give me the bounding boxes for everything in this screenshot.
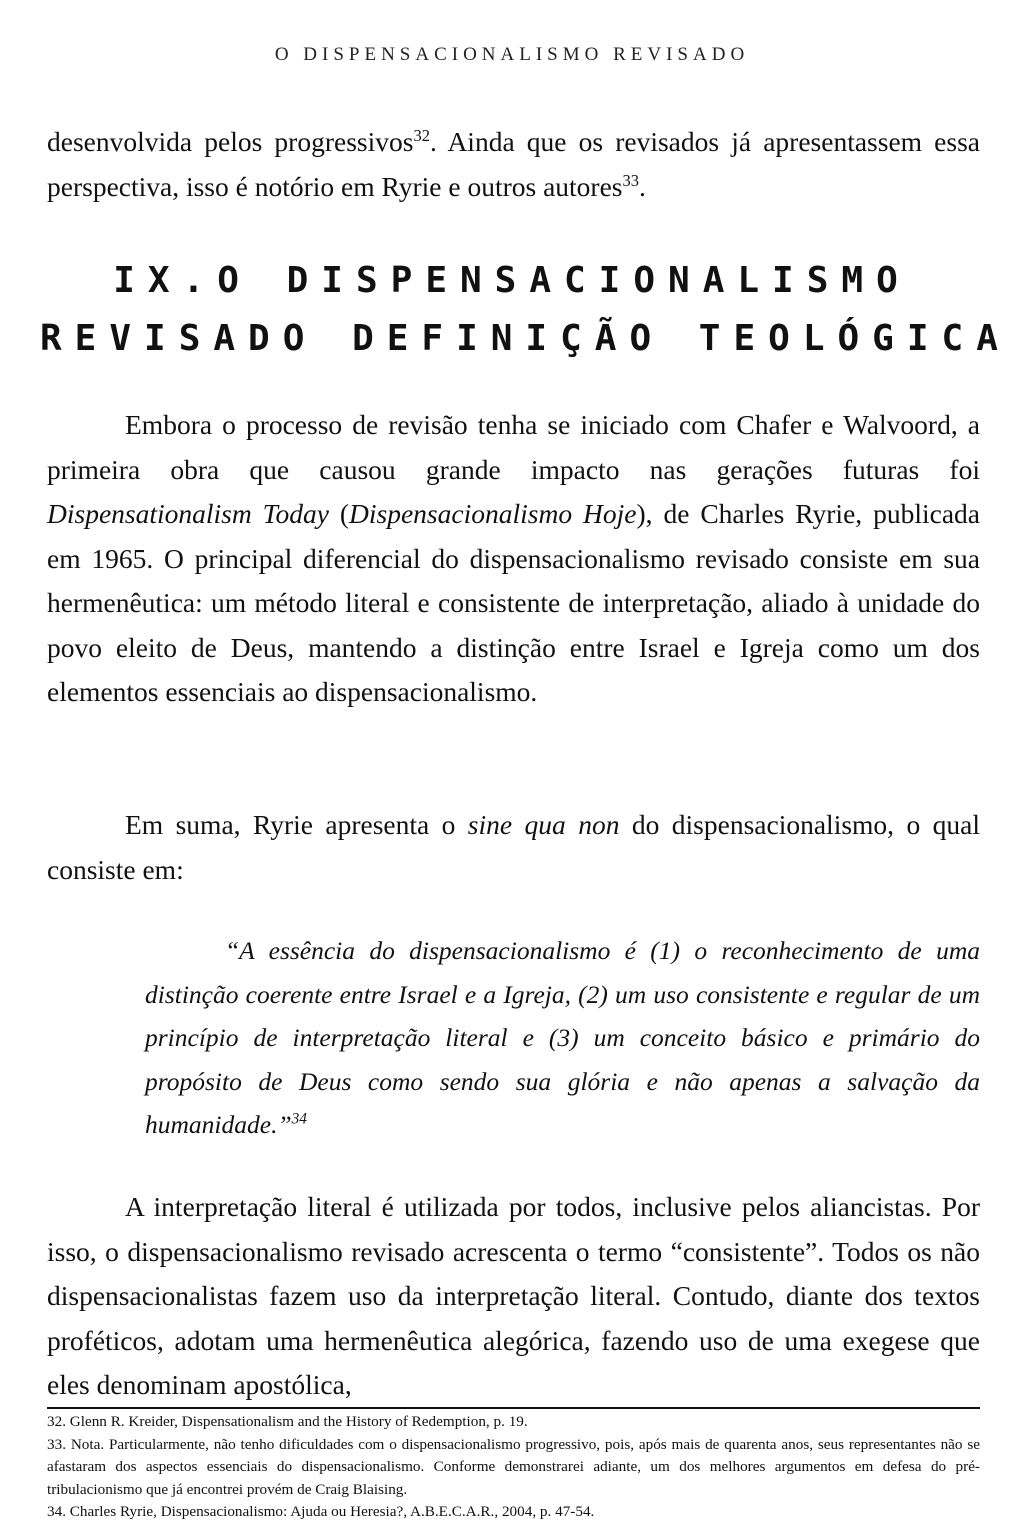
block-quote bbox=[145, 929, 980, 1147]
section-heading-line-2: REVISADO DEFINIÇÃO TEOLÓGICA bbox=[40, 318, 1011, 359]
footnotes bbox=[47, 1411, 980, 1524]
footnote-33: 33. Nota. Particularmente, não tenho dificuldades com o dispensacionalismo progressivo, pois, após mais de quarenta anos, seus representantes não se afastaram dos aspectos essenciais do dispensacionalismo. Conforme demonstrarei adiante, um dos melhores argumentos em defesa do pré-tribulacionismo que já encontrei provém de Craig Blaising. bbox=[47, 1435, 980, 1498]
intro-paragraph bbox=[47, 120, 980, 209]
paragraph-1-text-b: ( bbox=[328, 498, 350, 529]
footnote-32: 32. Glenn R. Kreider, Dispensationalism and the History of Redemption, p. 19. bbox=[47, 1413, 528, 1430]
intro-text-a: desenvolvida pelos progressivos bbox=[47, 126, 414, 157]
footnote-divider bbox=[47, 1407, 980, 1409]
paragraph-2-text-a: Em suma, Ryrie apresenta o bbox=[125, 809, 468, 840]
running-header: O DISPENSACIONALISMO REVISADO bbox=[274, 44, 750, 65]
footnote-ref-34[interactable]: 34 bbox=[291, 1110, 307, 1128]
section-heading-line-1: IX.O DISPENSACIONALISMO bbox=[113, 260, 911, 301]
paragraph-1-text-c: ), de Charles Ryrie, publicada em 1965. O principal diferencial do dispensacionalismo revisado consiste em sua hermenêutica: um método literal e consistente de interpretação, aliado à unidade do povo eleito de Deus, mantendo a distinção entre Israel e Igreja como um dos elementos essenciais ao dispensacionalismo. bbox=[47, 498, 980, 707]
paragraph-1 bbox=[47, 403, 980, 715]
book-title-english: Dispensationalism Today bbox=[47, 498, 329, 529]
footnote-34: 34. Charles Ryrie, Dispensacionalismo: Ajuda ou Heresia?, A.B.E.C.A.R., 2004, p. 47-54. bbox=[47, 1503, 595, 1520]
latin-phrase: sine qua non bbox=[467, 809, 620, 840]
intro-text-b: . Ainda que os revisados já apresentassem essa perspectiva, isso é notório em Ryrie e outros autores bbox=[47, 126, 980, 202]
paragraph-3: A interpretação literal é utilizada por todos, inclusive pelos aliancistas. Por isso, o dispensacionalismo revisado acrescenta o termo “consistente”. Todos os não dispensacionalistas fazem uso da interpretação literal. Contudo, diante dos textos proféticos, adotam uma hermenêutica alegórica, fazendo uso de uma exegese que eles denominam apostólica, bbox=[47, 1191, 980, 1400]
paragraph-2-text-b: do dispensacionalismo, o qual consiste em: bbox=[47, 809, 980, 885]
footnote-ref-33[interactable]: 33 bbox=[622, 170, 639, 190]
paragraph-1-text-a: Embora o processo de revisão tenha se iniciado com Chafer e Walvoord, a primeira obra que causou grande impacto nas gerações futuras foi bbox=[47, 409, 980, 485]
block-quote-text: “A essência do dispensacionalismo é (1) o reconhecimento de uma distinção coerente entre Israel e a Igreja, (2) um uso consistente e regular de um princípio de interpretação literal e (3) um conceito básico e primário do propósito de Deus como sendo sua glória e não apenas a salvação da humanidade.” bbox=[145, 936, 980, 1139]
book-title-portuguese: Dispensacionalismo Hoje bbox=[349, 498, 637, 529]
paragraph-2 bbox=[47, 803, 980, 892]
footnote-ref-32[interactable]: 32 bbox=[413, 125, 430, 145]
intro-text-c: . bbox=[639, 170, 646, 202]
section-heading bbox=[40, 252, 1011, 368]
